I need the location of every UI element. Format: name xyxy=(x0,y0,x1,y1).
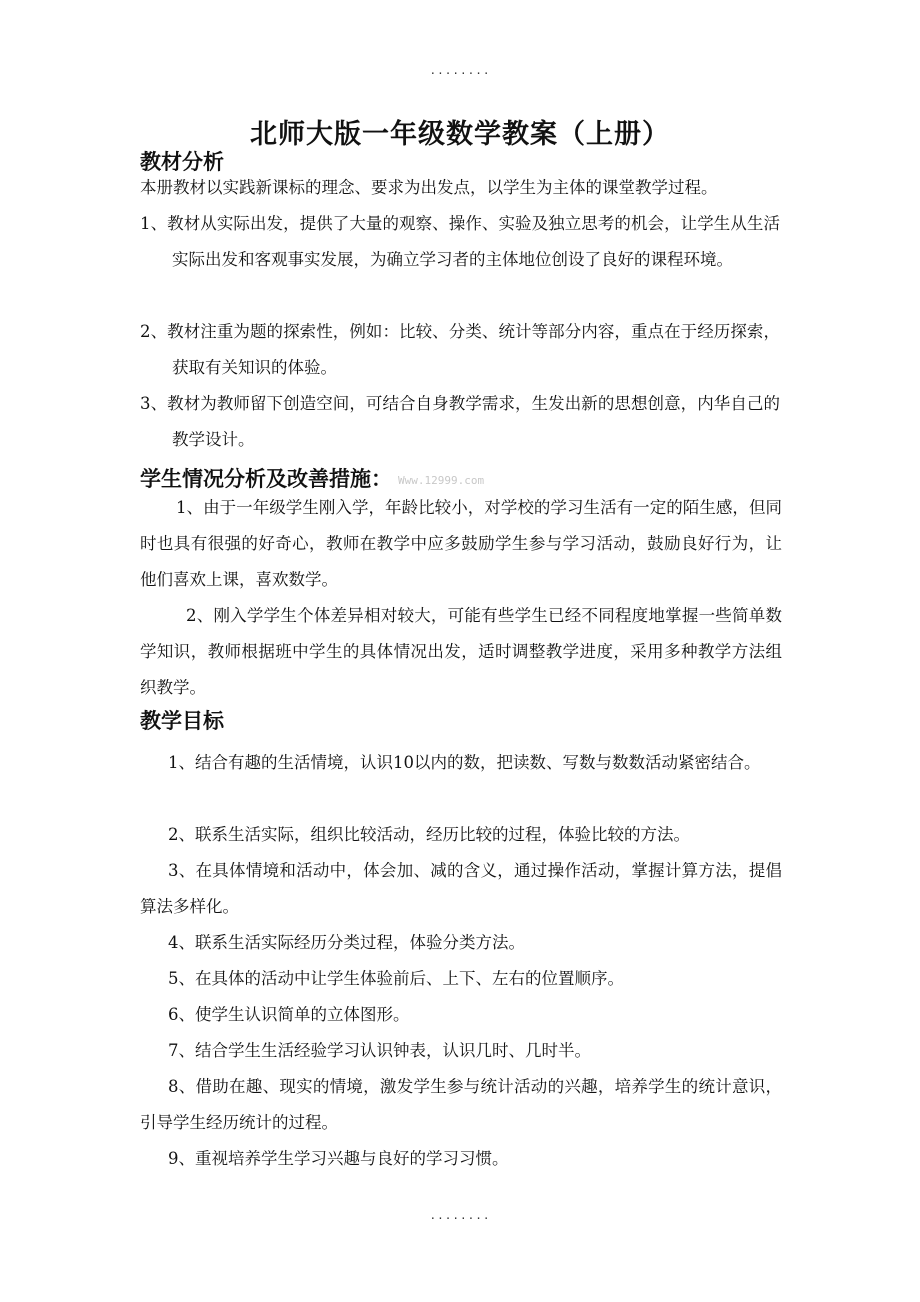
section-heading-goals: 教学目标 xyxy=(140,708,224,733)
analysis-item-3: 3、教材为教师留下创造空间，可结合自身教学需求，生发出新的思想创意，内华自己的教学设计。 xyxy=(140,394,780,449)
section-heading-analysis: 教材分析 xyxy=(140,149,224,174)
analysis-intro: 本册教材以实践新课标的理念、要求为出发点，以学生为主体的课堂教学过程。 xyxy=(140,178,718,197)
students-heading-text: 学生情况分析及改善措施： xyxy=(140,466,392,491)
students-paragraph-1: 1、由于一年级学生刚入学，年龄比较小，对学校的学习生活有一定的陌生感，但同时也具有很强的好奇心，教师在教学中应多鼓励学生参与学习活动，鼓励良好行为，让他们喜欢上课，喜欢数学。 xyxy=(140,498,782,589)
goal-item-2: 2、联系生活实际，组织比较活动，经历比较的过程，体验比较的方法。 xyxy=(168,825,690,844)
analysis-item-1: 1、教材从实际出发，提供了大量的观察、操作、实验及独立思考的机会，让学生从生活实际出发和客观事实发展，为确立学习者的主体地位创设了良好的课程环境。 xyxy=(140,214,780,269)
goal-item-7: 7、结合学生生活经验学习认识钟表，认识几时、几时半。 xyxy=(168,1041,591,1060)
goal-item-3: 3、在具体情境和活动中，体会加、减的含义，通过操作活动，掌握计算方法，提倡算法多样化。 xyxy=(140,861,782,916)
goal-item-1: 1、结合有趣的生活情境，认识10以内的数，把读数、写数与数数活动紧密结合。 xyxy=(168,753,761,772)
document-title: 北师大版一年级数学教案（上册） xyxy=(250,119,670,150)
watermark-text: Www.12999.com xyxy=(398,473,485,487)
header-dots: ........ xyxy=(429,64,491,77)
goal-item-8: 8、借助在趣、现实的情境，激发学生参与统计活动的兴趣，培养学生的统计意识，引导学生经历统计的过程。 xyxy=(140,1077,782,1132)
analysis-item-2: 2、教材注重为题的探索性，例如：比较、分类、统计等部分内容，重点在于经历探索，获取有关知识的体验。 xyxy=(140,322,780,377)
footer-dots: ........ xyxy=(429,1209,491,1222)
goal-item-5: 5、在具体的活动中让学生体验前后、上下、左右的位置顺序。 xyxy=(168,969,624,988)
students-paragraph-2: 2、刚入学学生个体差异相对较大，可能有些学生已经不同程度地掌握一些简单数学知识，教师根据班中学生的具体情况出发，适时调整教学进度，采用多种教学方法组织教学。 xyxy=(140,606,782,697)
goal-item-4: 4、联系生活实际经历分类过程，体验分类方法。 xyxy=(168,933,525,952)
goal-item-9: 9、重视培养学生学习兴趣与良好的学习习惯。 xyxy=(168,1149,509,1168)
goal-item-6: 6、使学生认识简单的立体图形。 xyxy=(168,1005,410,1024)
